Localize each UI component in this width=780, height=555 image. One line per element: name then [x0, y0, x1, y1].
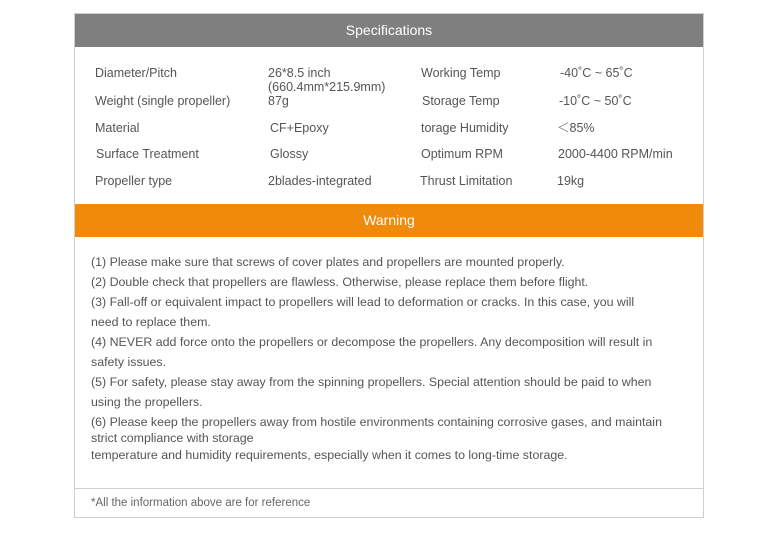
spec-label: Working Temp — [421, 66, 501, 80]
spec-value: 2000-4400 RPM/min — [558, 147, 673, 161]
warning-item: (2) Double check that propellers are flawless. Otherwise, please replace them before flight. — [91, 275, 589, 289]
warning-item-continued: using the propellers. — [91, 395, 203, 409]
spec-label: Diameter/Pitch — [95, 66, 177, 80]
warning-item: (4) NEVER add force onto the propellers or decompose the propellers. Any decomposition will result in — [91, 335, 653, 349]
reference-note: *All the information above are for reference — [91, 497, 311, 509]
spec-value: ＜85% — [557, 121, 595, 135]
spec-label: Weight (single propeller) — [95, 94, 231, 108]
spec-value: -40˚C ~ 65˚C — [560, 66, 633, 80]
warning-item-continued: safety issues. — [91, 355, 167, 369]
warning-item-continued: temperature and humidity requirements, especially when it comes to long-time storage. — [91, 448, 568, 462]
spec-value: 87g — [268, 94, 289, 108]
product-info-card — [74, 13, 704, 518]
spec-label: Propeller type — [95, 174, 173, 188]
warning-item: (6) Please keep the propellers away from hostile environments containing corrosive gases, and maintain — [91, 415, 662, 429]
warning-item-continued: need to replace them. — [91, 315, 211, 329]
spec-value: Glossy — [270, 147, 309, 161]
spec-label: torage Humidity — [421, 121, 509, 135]
specifications-header: Specifications — [75, 14, 703, 47]
footer-divider — [75, 488, 703, 489]
warning-header: Warning — [75, 204, 703, 237]
spec-value: -10˚C ~ 50˚C — [559, 94, 632, 108]
spec-label: Thrust Limitation — [420, 174, 513, 188]
spec-value: 19kg — [557, 174, 585, 188]
warning-item: (1) Please make sure that screws of cover plates and propellers are mounted properly. — [91, 255, 565, 269]
warning-item: (5) For safety, please stay away from the spinning propellers. Special attention should be paid to when — [91, 375, 652, 389]
spec-label: Material — [95, 121, 140, 135]
warning-item-continued: strict compliance with storage — [91, 431, 254, 445]
warning-item: (3) Fall-off or equivalent impact to propellers will lead to deformation or cracks. In this case, you will — [91, 295, 635, 309]
spec-value: CF+Epoxy — [270, 121, 329, 135]
spec-value: 26*8.5 inch — [268, 66, 331, 80]
spec-label: Surface Treatment — [96, 147, 199, 161]
spec-label: Optimum RPM — [421, 147, 503, 161]
spec-value: 2blades-integrated — [268, 174, 372, 188]
spec-value-secondary: (660.4mm*215.9mm) — [268, 80, 386, 94]
spec-label: Storage Temp — [422, 94, 500, 108]
